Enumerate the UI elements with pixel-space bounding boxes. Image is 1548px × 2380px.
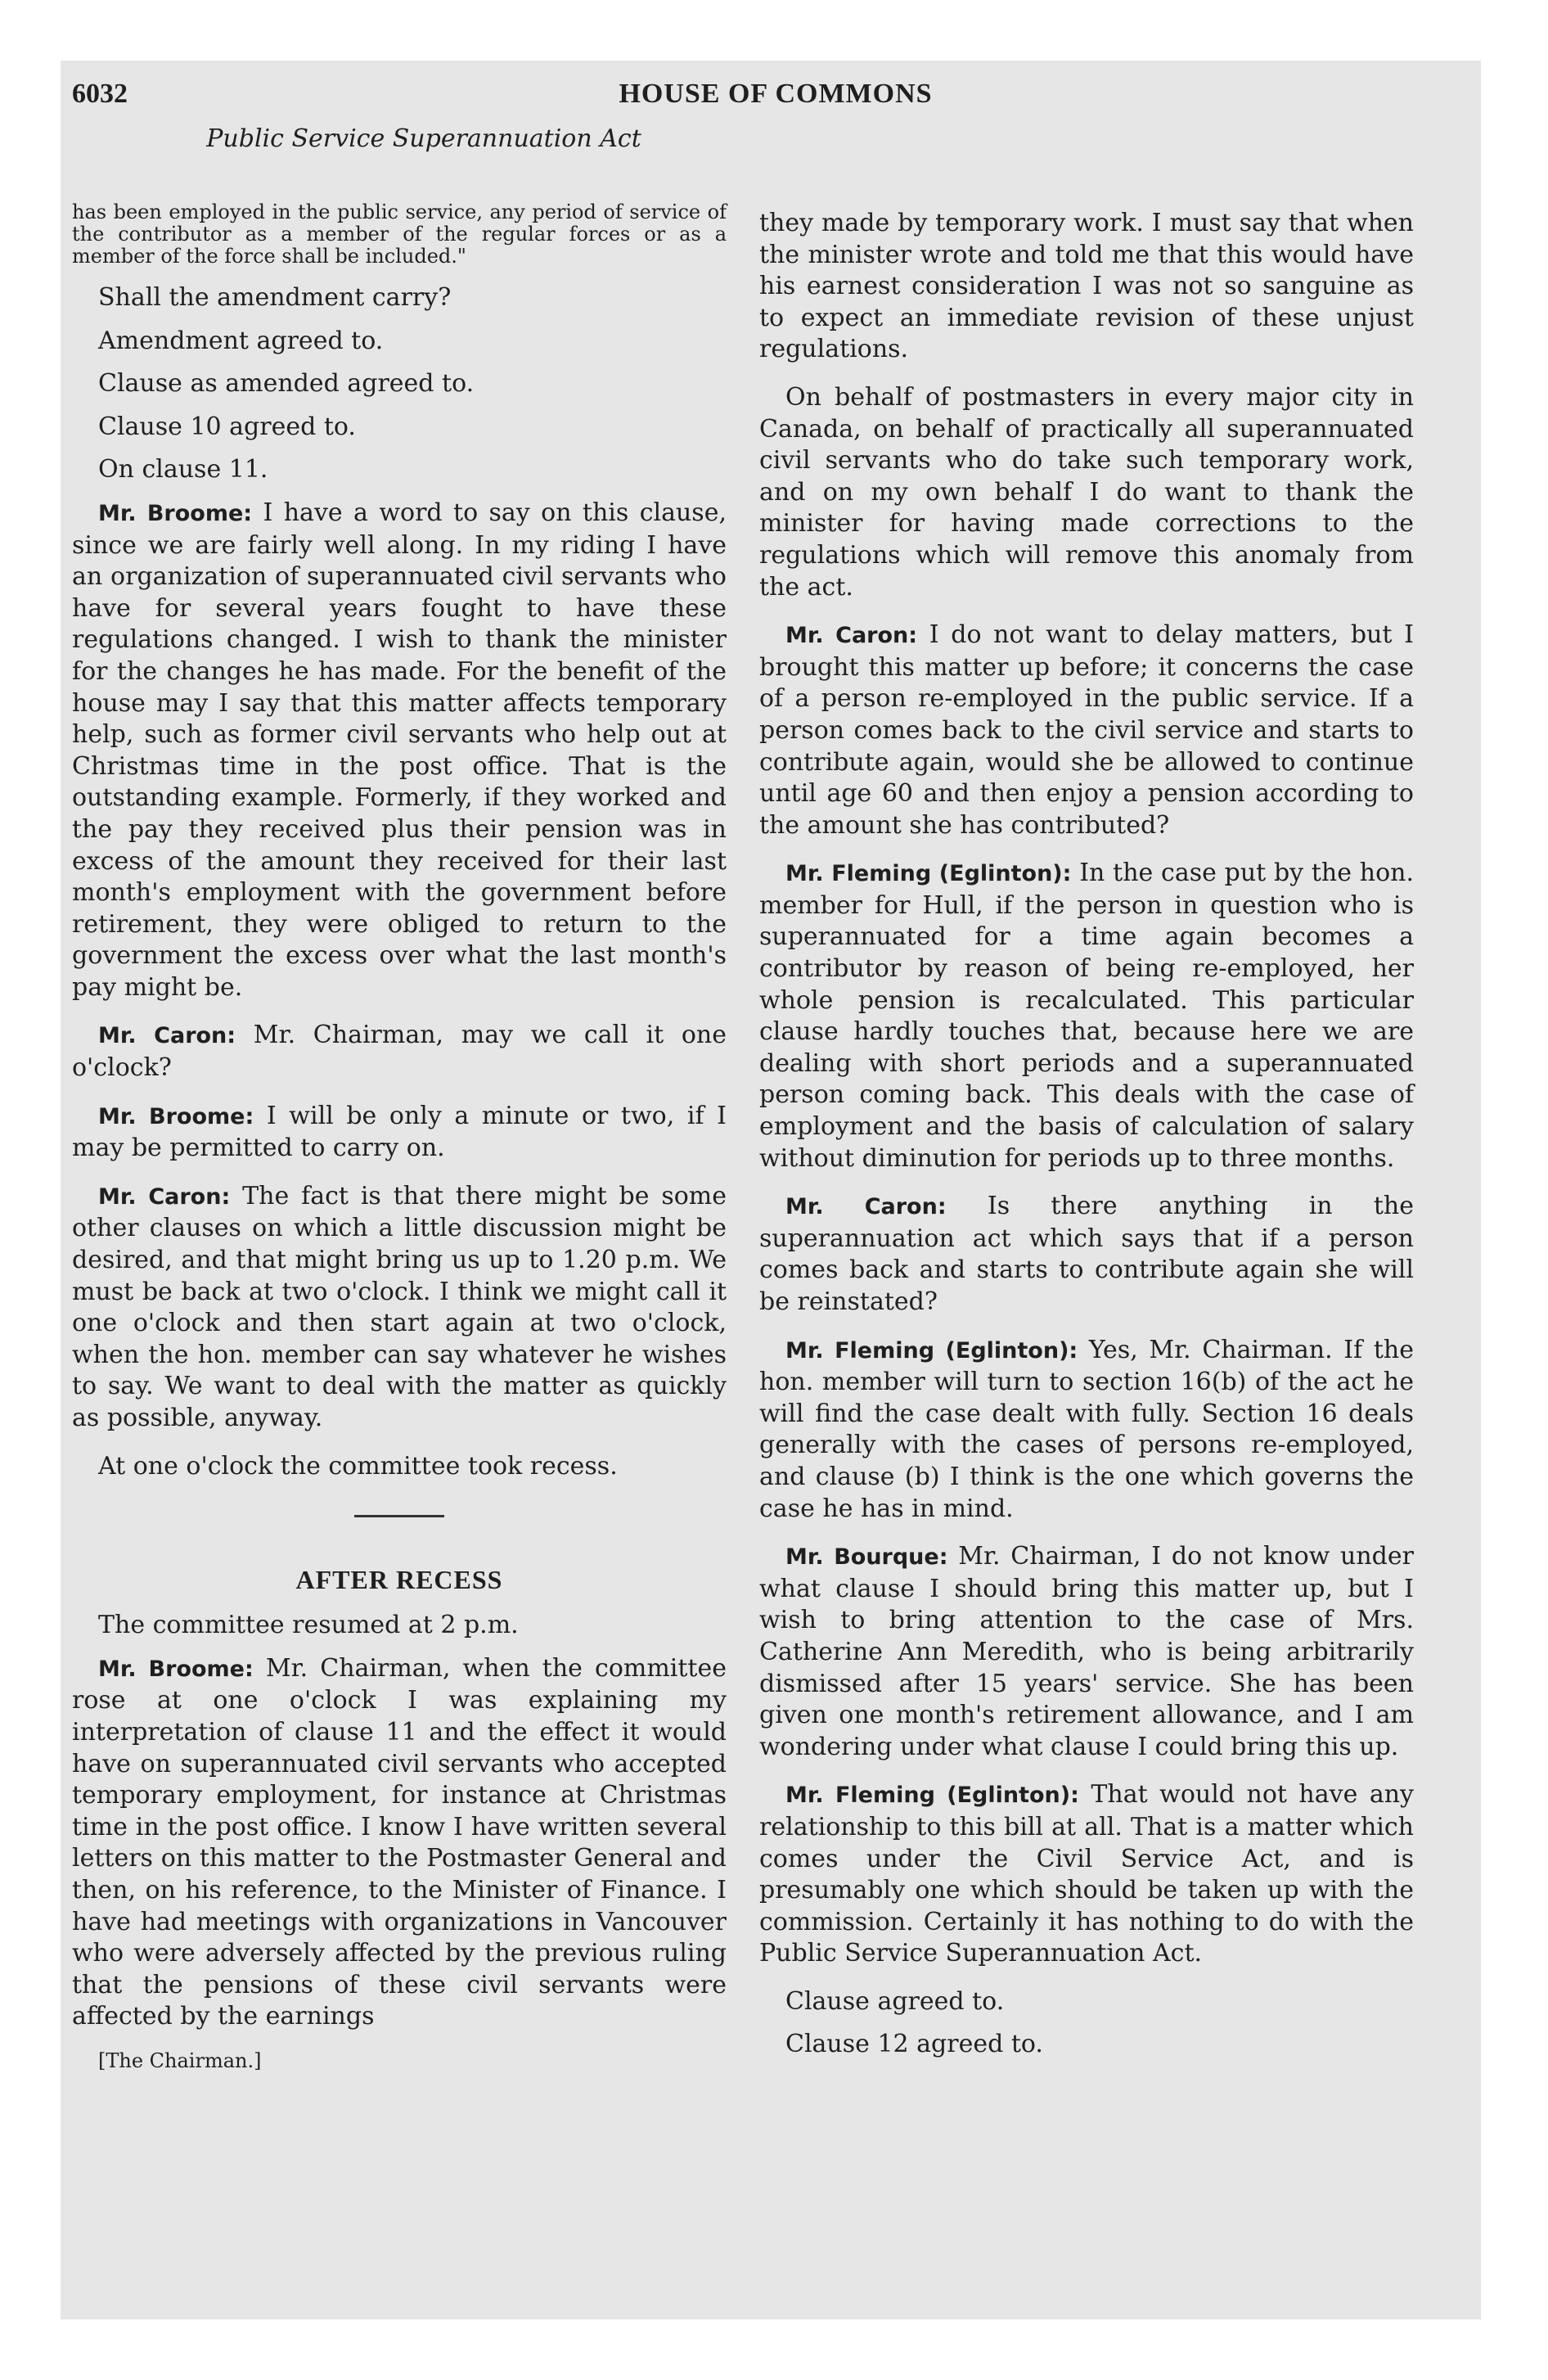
speech bbox=[72, 498, 727, 1004]
procedural-line: Amendment agreed to. bbox=[98, 326, 384, 355]
speech bbox=[759, 858, 1414, 1174]
speech-text: I do not want to delay matters, but I brought this matter up before; it concerns the case of a person re-employed in the public service. If a person comes back to the civil service and starts to contribute again, would she be allowed to continue until age 60 and then enjoy a pension according to the amount she has contributed? bbox=[759, 620, 1414, 840]
speech bbox=[759, 1779, 1414, 1970]
procedural-line: Clause agreed to. bbox=[785, 1986, 1005, 2016]
speaker-name: Mr. Bourque: bbox=[785, 1544, 948, 1571]
speech bbox=[759, 620, 1414, 841]
speaker-name: Mr. Caron: bbox=[785, 1194, 947, 1220]
procedural-line: Shall the amendment carry? bbox=[98, 283, 452, 312]
speech bbox=[72, 1101, 727, 1165]
speech-text: Mr. Chairman, I do not know under what clause I should bring this matter up, but I wish to bring attention to the case of Mrs. Catherine Ann Meredith, who is being arbitrarily dismissed after 15 years' service. She has been given one month's retirement allowance, and I am wondering under what clause I could bring this up. bbox=[759, 1542, 1414, 1761]
speech-text: Yes, Mr. Chairman. If the hon. member will turn to section 16(b) of the act he will find the case dealt with fully. Section 16 deals generally with the cases of persons re-employed, and clause (b) I think is the one which governs the case he has in mind. bbox=[759, 1335, 1414, 1523]
speech-paragraph: On behalf of postmasters in every major city in Canada, on behalf of practically all superannuated civil servants who do take such temporary work, and on my own behalf I do want to thank the minister for having made corrections to the regulations which will remove this anomaly from the act. bbox=[759, 382, 1414, 602]
running-subtitle: Public Service Superannuation Act bbox=[206, 124, 641, 153]
resumed-line: The committee resumed at 2 p.m. bbox=[98, 1611, 519, 1640]
speech-text: I will be only a minute or two, if I may be permitted to carry on. bbox=[72, 1101, 727, 1163]
document-content bbox=[72, 79, 1479, 2072]
speech-text: Mr. Chairman, may we call it one o'clock? bbox=[72, 1021, 727, 1083]
speaker-name: Mr. Broome: bbox=[98, 1656, 254, 1682]
speech-text: Is there anything in the superannuation act which says that if a person comes back and starts to contribute again she will be reinstated? bbox=[759, 1192, 1414, 1316]
speaker-name: Mr. Caron: bbox=[98, 1023, 236, 1049]
procedural-line: Clause as amended agreed to. bbox=[98, 369, 475, 399]
speaker-name: Mr. Caron: bbox=[785, 623, 918, 649]
page-title: HOUSE OF COMMONS bbox=[619, 79, 933, 109]
left-column bbox=[72, 201, 727, 2072]
recess-line: At one o'clock the committee took recess. bbox=[98, 1451, 618, 1481]
speaker-name: Mr. Fleming (Eglinton): bbox=[785, 861, 1072, 887]
page-number: 6032 bbox=[72, 79, 128, 109]
speech bbox=[72, 1020, 727, 1084]
speech bbox=[759, 1541, 1414, 1763]
page-footer: [The Chairman.] bbox=[98, 2049, 262, 2072]
procedural-line: Clause 12 agreed to. bbox=[785, 2030, 1043, 2059]
speech bbox=[72, 1181, 727, 1435]
speech-text: That would not have any relationship to this bill at all. That is a matter which comes under the Civil Service Act, and is presumably one which should be taken up with the commission. Certainly it has nothing to do with the Public Service Superannuation Act. bbox=[759, 1780, 1414, 1968]
speech-text: I have a word to say on this clause, since we are fairly well along. In my riding I have an organization of superannuated civil servants who have for several years fought to have these regulations changed. I wish to thank the minister for the changes he has made. For the benefit of the house may I say that this matter affects temporary help, such as former civil servants who help out at Christmas time in the post office. That is the outstanding example. Formerly, if they worked and the pay they received plus their pension was in excess of the amount they received for their last month's employment with the government before retirement, they were obliged to return to the government the excess over what the last month's pay might be. bbox=[72, 498, 727, 1002]
procedural-line: On clause 11. bbox=[98, 455, 268, 485]
after-recess-heading: AFTER RECESS bbox=[295, 1565, 503, 1595]
speech-continuation: they made by temporary work. I must say that when the minister wrote and told me that this would have his earnest consideration I was not so sanguine as to expect an immediate revision of these unjust regulations. bbox=[759, 209, 1414, 364]
right-column bbox=[759, 208, 1414, 2072]
page-header bbox=[72, 79, 1479, 118]
speech bbox=[72, 1653, 727, 2033]
speaker-name: Mr. Broome: bbox=[98, 1103, 254, 1129]
speaker-name: Mr. Fleming (Eglinton): bbox=[785, 1783, 1079, 1809]
speaker-name: Mr. Caron: bbox=[98, 1183, 231, 1210]
procedural-line: Clause 10 agreed to. bbox=[98, 412, 356, 441]
speech-text: In the case put by the hon. member for Hull, if the person in question who is superannuated for a time again becomes a contributor by reason of being re-employed, her whole pension is recalculated. This particular clause hardly touches that, because here we are dealing with short periods and a superannuated person coming back. This deals with the case of employment and the basis of calculation of salary without diminution for periods up to three months. bbox=[759, 859, 1415, 1173]
speaker-name: Mr. Broome: bbox=[98, 500, 253, 526]
speech bbox=[759, 1191, 1414, 1318]
speech-text: The fact is that there might be some other clauses on which a little discussion might be desired, and that might bring us up to 1.20 p.m. We must be back at two o'clock. I think we might call it one o'clock and then start again at two o'clock, when the hon. member can say whatever he wishes to say. We want to deal with the matter as quickly as possible, anyway. bbox=[72, 1181, 727, 1432]
speech-text: Mr. Chairman, when the committee rose at one o'clock I was explaining my interpretation of clause 11 and the effect it would have on superannuated civil servants who accepted temporary employment, for instance at Christmas time in the post office. I know I have written several letters on this matter to the Postmaster General and then, on his reference, to the Minister of Finance. I have had meetings with organizations in Vancouver who were adversely affected by the previous ruling that the pensions of these civil servants were affected by the earnings bbox=[72, 1653, 727, 2031]
section-divider bbox=[354, 1515, 444, 1517]
speech bbox=[759, 1335, 1414, 1526]
speaker-name: Mr. Fleming (Eglinton): bbox=[785, 1337, 1078, 1364]
quoted-amendment: has been employed in the public service, any period of service of the contributor as a member of the regular forces or as a member of the force shall be included." bbox=[72, 201, 727, 268]
